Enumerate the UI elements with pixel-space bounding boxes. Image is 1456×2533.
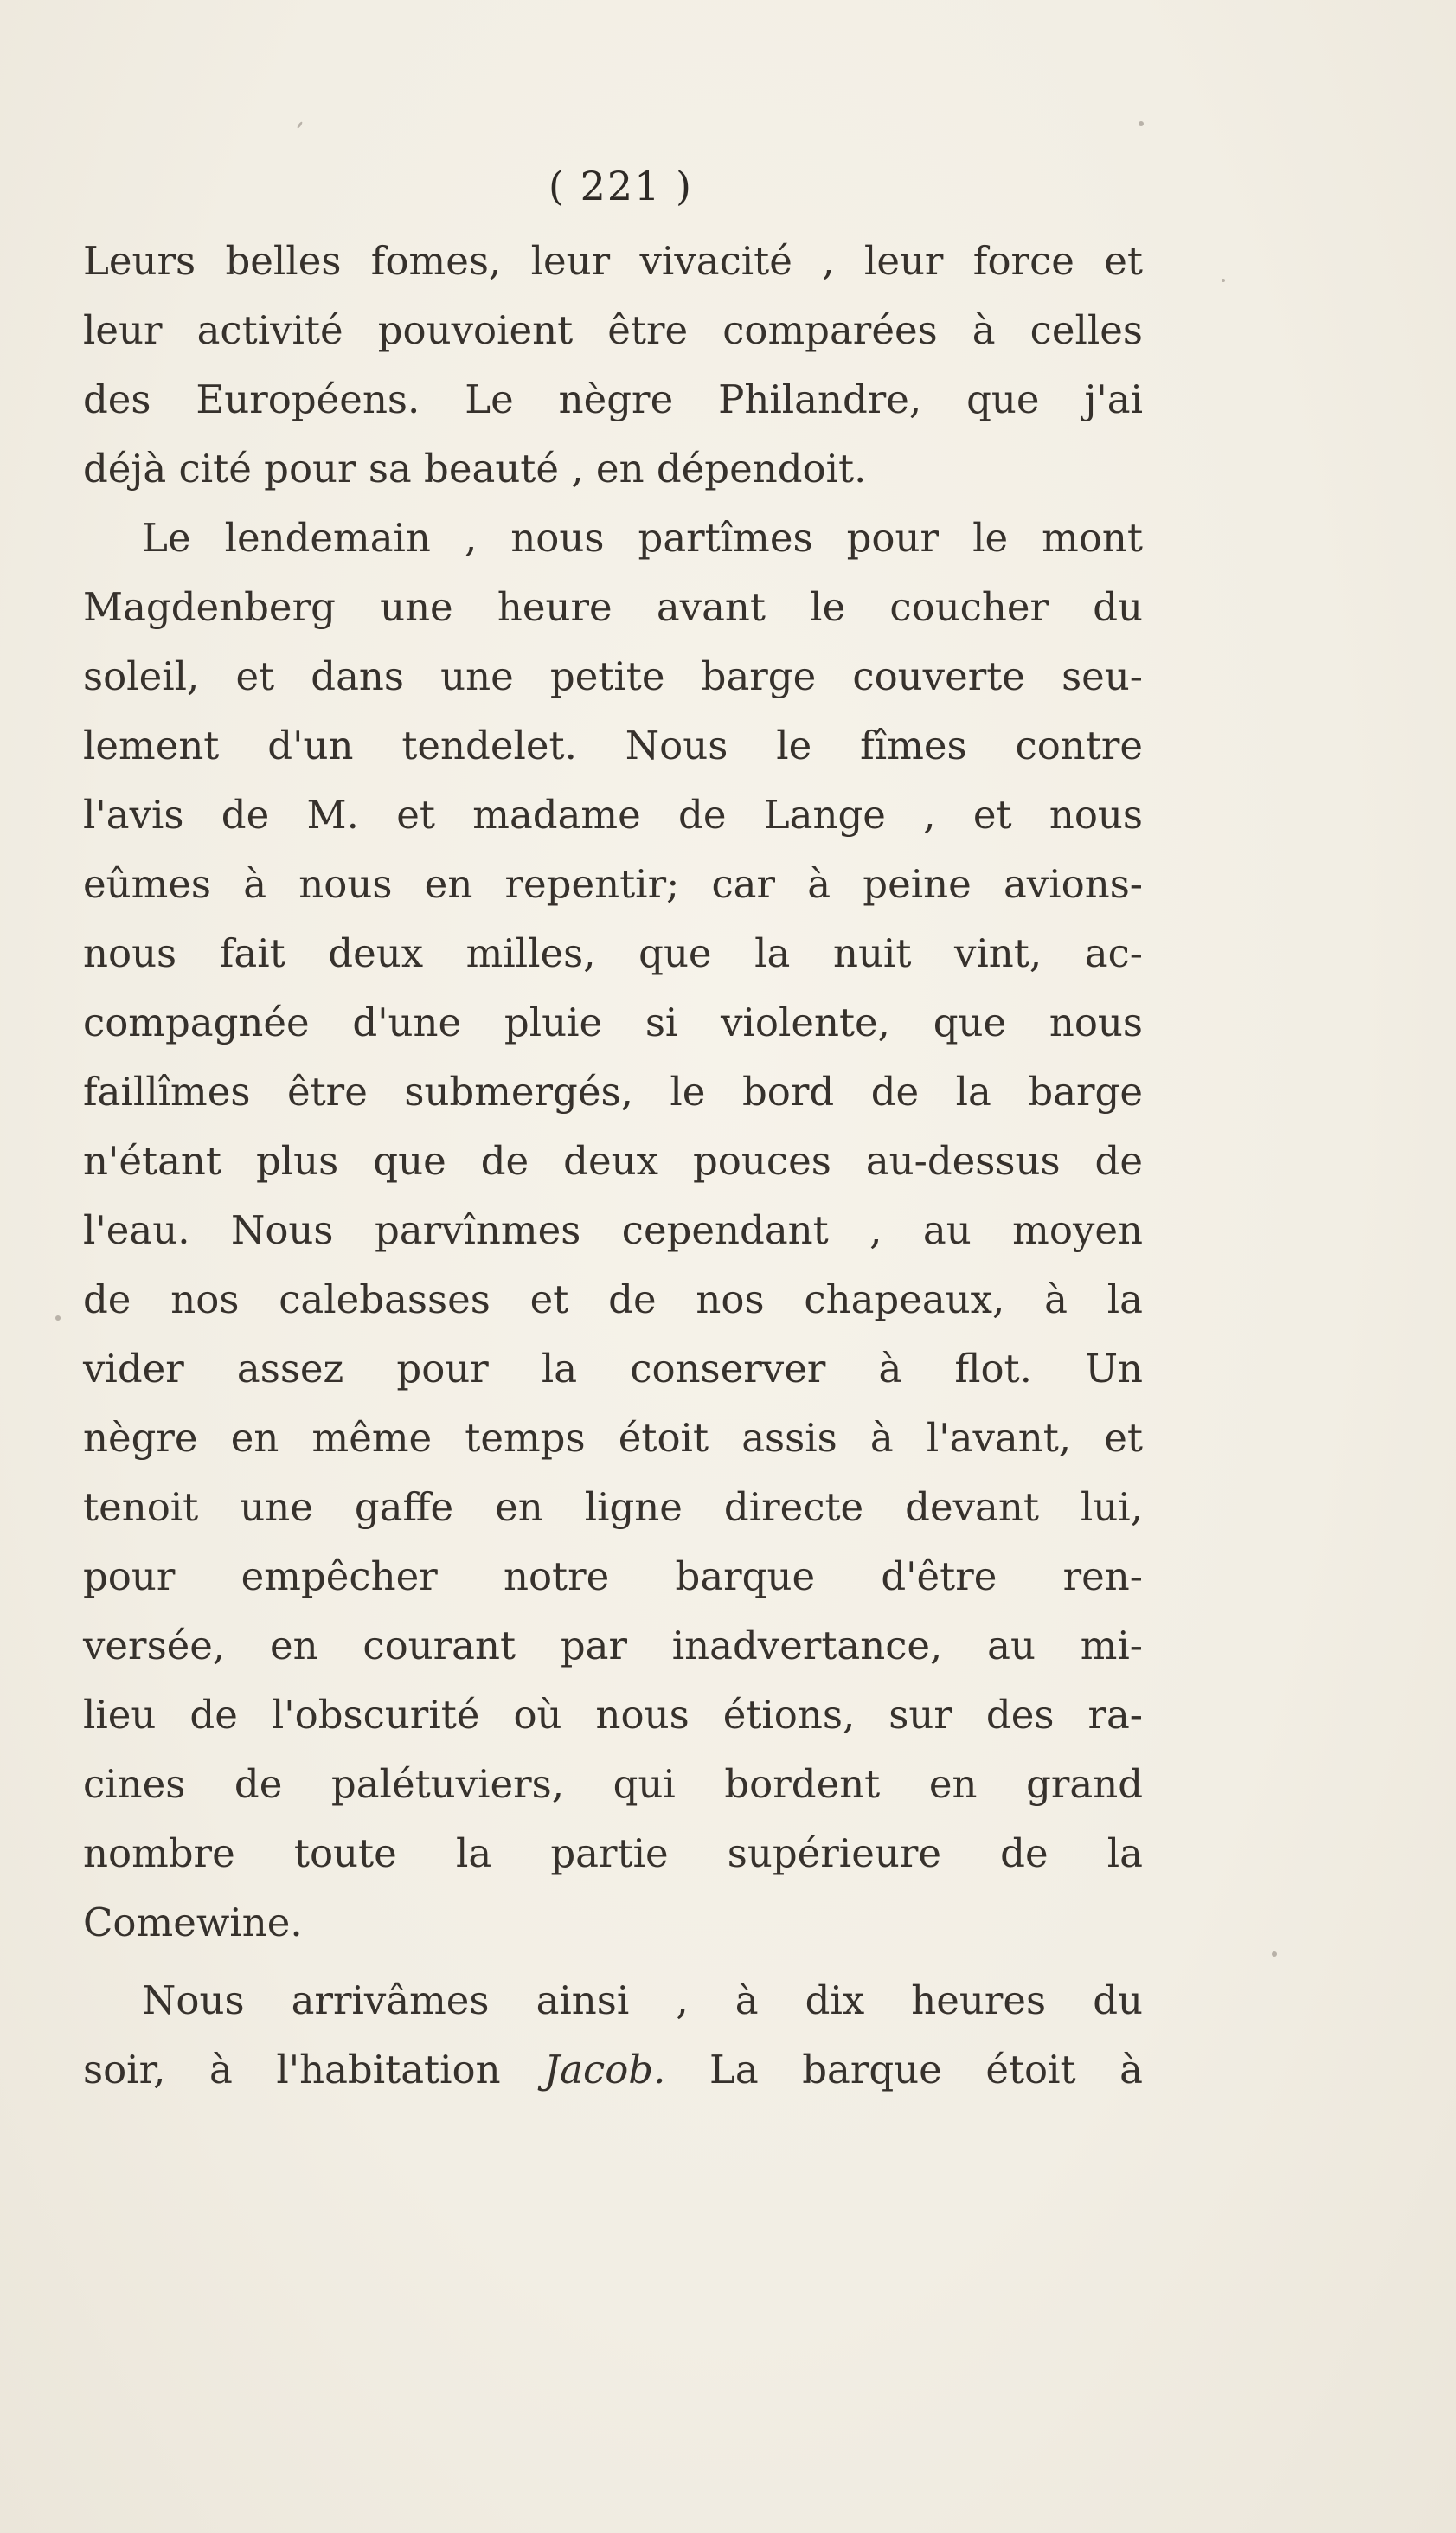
text-line: Nous arrivâmes ainsi , à dix heures du bbox=[142, 1977, 1143, 2023]
paper-speck bbox=[297, 121, 304, 129]
text-line: nous fait deux milles, que la nuit vint, ac- bbox=[83, 930, 1143, 976]
italic-place-name: Jacob. bbox=[544, 2047, 666, 2093]
text-line: lieu de l'obscurité où nous étions, sur des ra- bbox=[83, 1692, 1143, 1738]
paper-speck bbox=[1272, 1951, 1277, 1957]
text-line: l'eau. Nous parvînmes cependant , au moyen bbox=[83, 1207, 1143, 1253]
text-line: compagnée d'une pluie si violente, que nous bbox=[83, 1000, 1143, 1045]
text-line: eûmes à nous en repentir; car à peine avions- bbox=[83, 861, 1143, 907]
text-line: faillîmes être submergés, le bord de la barge bbox=[83, 1069, 1143, 1115]
text-line: tenoit une gaffe en ligne directe devant lui, bbox=[83, 1484, 1143, 1530]
text-line: Magdenberg une heure avant le coucher du bbox=[83, 584, 1143, 630]
text-line: cines de palétuviers, qui bordent en grand bbox=[83, 1761, 1143, 1807]
text-line: Comewine. bbox=[83, 1900, 303, 1945]
text-segment: soir, à l'habitation bbox=[83, 2047, 545, 2093]
text-line: versée, en courant par inadvertance, au mi- bbox=[83, 1623, 1143, 1668]
paper-speck bbox=[1222, 279, 1225, 282]
text-segment: La barque étoit à bbox=[665, 2047, 1143, 2093]
text-line: Leurs belles fomes, leur vivacité , leur force et bbox=[83, 238, 1143, 284]
text-line: de nos calebasses et de nos chapeaux, à la bbox=[83, 1276, 1143, 1322]
text-line: l'avis de M. et madame de Lange , et nous bbox=[83, 792, 1143, 838]
text-line: des Européens. Le nègre Philandre, que j'ai bbox=[83, 376, 1143, 422]
text-line: leur activité pouvoient être comparées à celles bbox=[83, 307, 1143, 353]
paper-speck bbox=[1139, 121, 1144, 126]
text-line: n'étant plus que de deux pouces au-dessus de bbox=[83, 1138, 1143, 1184]
text-line-final bbox=[83, 2035, 1143, 2105]
text-line: vider assez pour la conserver à flot. Un bbox=[83, 1346, 1143, 1392]
text-line: soleil, et dans une petite barge couverte seu- bbox=[83, 653, 1143, 699]
text-line: lement d'un tendelet. Nous le fîmes contre bbox=[83, 723, 1143, 768]
page-number: ( 221 ) bbox=[548, 163, 693, 209]
paper-speck bbox=[55, 1315, 61, 1321]
text-line: nègre en même temps étoit assis à l'avant, et bbox=[83, 1415, 1143, 1461]
text-line: pour empêcher notre barque d'être ren- bbox=[83, 1553, 1143, 1599]
text-line: Le lendemain , nous partîmes pour le mont bbox=[142, 515, 1143, 561]
text-line: déjà cité pour sa beauté , en dépendoit. bbox=[83, 446, 867, 492]
text-line: nombre toute la partie supérieure de la bbox=[83, 1830, 1143, 1876]
